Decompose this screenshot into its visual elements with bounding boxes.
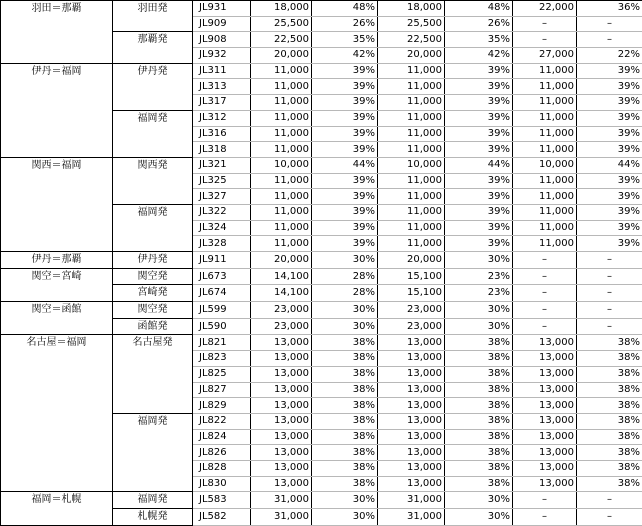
- fare-1-cell: 13,000: [251, 413, 312, 429]
- rate-2-cell: 39%: [445, 236, 513, 252]
- rate-2-cell: 48%: [445, 1, 513, 17]
- fare-3-cell: 13,000: [513, 476, 577, 492]
- rate-3-cell: –: [577, 32, 642, 48]
- flight-number-cell: JL830: [193, 476, 251, 492]
- rate-2-cell: 38%: [445, 366, 513, 382]
- flight-number-cell: JL318: [193, 142, 251, 158]
- flight-number-cell: JL599: [193, 302, 251, 319]
- rate-3-cell: –: [577, 16, 642, 32]
- fare-3-cell: –: [513, 16, 577, 32]
- rate-2-cell: 30%: [445, 492, 513, 509]
- fare-3-cell: 11,000: [513, 95, 577, 111]
- rate-1-cell: 39%: [312, 79, 378, 95]
- fare-3-cell: 13,000: [513, 413, 577, 429]
- rate-3-cell: 39%: [577, 79, 642, 95]
- fare-3-cell: 13,000: [513, 460, 577, 476]
- rate-2-cell: 39%: [445, 79, 513, 95]
- flight-number-cell: JL909: [193, 16, 251, 32]
- departure-cell: 福岡発: [113, 492, 193, 509]
- departure-cell: 関西発: [113, 157, 193, 204]
- rate-2-cell: 38%: [445, 351, 513, 367]
- fare-2-cell: 31,000: [378, 509, 445, 526]
- fare-3-cell: 27,000: [513, 48, 577, 64]
- rate-1-cell: 38%: [312, 398, 378, 414]
- rate-1-cell: 38%: [312, 476, 378, 492]
- fare-2-cell: 11,000: [378, 204, 445, 220]
- fare-1-cell: 10,000: [251, 157, 312, 173]
- flight-number-cell: JL828: [193, 460, 251, 476]
- fare-1-cell: 11,000: [251, 236, 312, 252]
- rate-2-cell: 38%: [445, 413, 513, 429]
- fare-3-cell: 13,000: [513, 351, 577, 367]
- fare-2-cell: 23,000: [378, 318, 445, 335]
- flight-number-cell: JL932: [193, 48, 251, 64]
- rate-2-cell: 35%: [445, 32, 513, 48]
- fare-3-cell: 13,000: [513, 335, 577, 351]
- fare-1-cell: 11,000: [251, 189, 312, 205]
- table-row: [1, 63, 642, 79]
- fare-3-cell: 13,000: [513, 366, 577, 382]
- rate-2-cell: 30%: [445, 302, 513, 319]
- rate-1-cell: 39%: [312, 142, 378, 158]
- rate-2-cell: 26%: [445, 16, 513, 32]
- flight-number-cell: JL824: [193, 429, 251, 445]
- fare-1-cell: 11,000: [251, 220, 312, 236]
- rate-1-cell: 28%: [312, 268, 378, 285]
- fare-1-cell: 31,000: [251, 509, 312, 526]
- rate-3-cell: –: [577, 252, 642, 269]
- rate-1-cell: 42%: [312, 48, 378, 64]
- fare-2-cell: 31,000: [378, 492, 445, 509]
- fare-2-cell: 11,000: [378, 63, 445, 79]
- rate-3-cell: 39%: [577, 110, 642, 126]
- fare-3-cell: –: [513, 509, 577, 526]
- fare-1-cell: 25,500: [251, 16, 312, 32]
- fare-3-cell: 11,000: [513, 110, 577, 126]
- table-row: [1, 302, 642, 319]
- rate-2-cell: 42%: [445, 48, 513, 64]
- rate-3-cell: 38%: [577, 351, 642, 367]
- rate-1-cell: 39%: [312, 220, 378, 236]
- fare-1-cell: 13,000: [251, 335, 312, 351]
- flight-number-cell: JL582: [193, 509, 251, 526]
- rate-1-cell: 28%: [312, 285, 378, 302]
- rate-2-cell: 39%: [445, 63, 513, 79]
- fare-2-cell: 13,000: [378, 445, 445, 461]
- table-row: [1, 492, 642, 509]
- flight-number-cell: JL825: [193, 366, 251, 382]
- rate-1-cell: 39%: [312, 204, 378, 220]
- table-row: [1, 335, 642, 351]
- departure-cell: 福岡発: [113, 413, 193, 491]
- fare-1-cell: 13,000: [251, 382, 312, 398]
- departure-cell: 伊丹発: [113, 63, 193, 110]
- flight-number-cell: JL317: [193, 95, 251, 111]
- rate-1-cell: 30%: [312, 302, 378, 319]
- flight-number-cell: JL674: [193, 285, 251, 302]
- rate-1-cell: 48%: [312, 1, 378, 17]
- rate-1-cell: 39%: [312, 189, 378, 205]
- fare-3-cell: –: [513, 32, 577, 48]
- fare-1-cell: 11,000: [251, 79, 312, 95]
- departure-cell: 函館発: [113, 318, 193, 335]
- fare-1-cell: 13,000: [251, 445, 312, 461]
- rate-2-cell: 38%: [445, 476, 513, 492]
- rate-2-cell: 30%: [445, 509, 513, 526]
- flight-number-cell: JL311: [193, 63, 251, 79]
- fare-3-cell: 11,000: [513, 236, 577, 252]
- route-cell: 関西＝福岡: [1, 157, 113, 251]
- rate-3-cell: –: [577, 268, 642, 285]
- fare-2-cell: 25,500: [378, 16, 445, 32]
- fare-1-cell: 13,000: [251, 460, 312, 476]
- flight-number-cell: JL827: [193, 382, 251, 398]
- fare-3-cell: –: [513, 268, 577, 285]
- rate-3-cell: –: [577, 302, 642, 319]
- rate-3-cell: 38%: [577, 366, 642, 382]
- fare-2-cell: 22,500: [378, 32, 445, 48]
- rate-3-cell: 39%: [577, 220, 642, 236]
- fare-3-cell: 11,000: [513, 173, 577, 189]
- rate-1-cell: 38%: [312, 366, 378, 382]
- fare-2-cell: 11,000: [378, 236, 445, 252]
- fare-1-cell: 11,000: [251, 95, 312, 111]
- fare-table-body: [1, 1, 642, 526]
- rate-3-cell: 39%: [577, 63, 642, 79]
- rate-3-cell: 38%: [577, 445, 642, 461]
- flight-number-cell: JL908: [193, 32, 251, 48]
- flight-number-cell: JL673: [193, 268, 251, 285]
- rate-3-cell: 38%: [577, 460, 642, 476]
- rate-3-cell: 38%: [577, 429, 642, 445]
- rate-1-cell: 38%: [312, 460, 378, 476]
- fare-3-cell: –: [513, 252, 577, 269]
- fare-2-cell: 13,000: [378, 382, 445, 398]
- rate-2-cell: 39%: [445, 204, 513, 220]
- fare-3-cell: –: [513, 492, 577, 509]
- fare-2-cell: 20,000: [378, 252, 445, 269]
- route-cell: 関空＝函館: [1, 302, 113, 335]
- fare-1-cell: 11,000: [251, 204, 312, 220]
- route-cell: 名古屋＝福岡: [1, 335, 113, 492]
- fare-1-cell: 11,000: [251, 126, 312, 142]
- rate-2-cell: 38%: [445, 335, 513, 351]
- fare-3-cell: 11,000: [513, 189, 577, 205]
- rate-3-cell: 39%: [577, 173, 642, 189]
- fare-3-cell: 11,000: [513, 142, 577, 158]
- fare-2-cell: 11,000: [378, 220, 445, 236]
- rate-1-cell: 38%: [312, 413, 378, 429]
- rate-2-cell: 38%: [445, 398, 513, 414]
- departure-cell: 福岡発: [113, 204, 193, 251]
- rate-3-cell: –: [577, 285, 642, 302]
- rate-1-cell: 39%: [312, 63, 378, 79]
- fare-1-cell: 23,000: [251, 302, 312, 319]
- rate-3-cell: 38%: [577, 382, 642, 398]
- rate-1-cell: 30%: [312, 492, 378, 509]
- flight-number-cell: JL327: [193, 189, 251, 205]
- rate-3-cell: 38%: [577, 335, 642, 351]
- rate-3-cell: –: [577, 492, 642, 509]
- fare-1-cell: 13,000: [251, 398, 312, 414]
- flight-number-cell: JL312: [193, 110, 251, 126]
- flight-number-cell: JL321: [193, 157, 251, 173]
- departure-cell: 福岡発: [113, 110, 193, 157]
- fare-1-cell: 11,000: [251, 63, 312, 79]
- fare-2-cell: 11,000: [378, 110, 445, 126]
- rate-1-cell: 38%: [312, 351, 378, 367]
- rate-2-cell: 38%: [445, 429, 513, 445]
- fare-1-cell: 13,000: [251, 429, 312, 445]
- flight-number-cell: JL316: [193, 126, 251, 142]
- rate-2-cell: 39%: [445, 220, 513, 236]
- rate-1-cell: 38%: [312, 429, 378, 445]
- fare-2-cell: 11,000: [378, 95, 445, 111]
- fare-2-cell: 15,100: [378, 285, 445, 302]
- rate-3-cell: 39%: [577, 189, 642, 205]
- table-row: [1, 268, 642, 285]
- flight-number-cell: JL829: [193, 398, 251, 414]
- flight-number-cell: JL328: [193, 236, 251, 252]
- flight-number-cell: JL325: [193, 173, 251, 189]
- fare-1-cell: 11,000: [251, 173, 312, 189]
- fare-3-cell: 11,000: [513, 63, 577, 79]
- table-row: [1, 252, 642, 269]
- rate-2-cell: 39%: [445, 142, 513, 158]
- rate-2-cell: 44%: [445, 157, 513, 173]
- rate-2-cell: 39%: [445, 95, 513, 111]
- departure-cell: 那覇発: [113, 32, 193, 63]
- fare-1-cell: 13,000: [251, 351, 312, 367]
- fare-3-cell: –: [513, 285, 577, 302]
- fare-2-cell: 20,000: [378, 48, 445, 64]
- fare-2-cell: 18,000: [378, 1, 445, 17]
- fare-1-cell: 23,000: [251, 318, 312, 335]
- flight-number-cell: JL911: [193, 252, 251, 269]
- flight-number-cell: JL822: [193, 413, 251, 429]
- flight-number-cell: JL324: [193, 220, 251, 236]
- fare-3-cell: 22,000: [513, 1, 577, 17]
- fare-3-cell: 11,000: [513, 126, 577, 142]
- fare-2-cell: 11,000: [378, 79, 445, 95]
- rate-1-cell: 30%: [312, 318, 378, 335]
- fare-1-cell: 13,000: [251, 366, 312, 382]
- rate-1-cell: 26%: [312, 16, 378, 32]
- fare-1-cell: 18,000: [251, 1, 312, 17]
- fare-3-cell: 11,000: [513, 204, 577, 220]
- fare-3-cell: –: [513, 318, 577, 335]
- rate-1-cell: 38%: [312, 335, 378, 351]
- rate-2-cell: 39%: [445, 189, 513, 205]
- rate-3-cell: 44%: [577, 157, 642, 173]
- fare-2-cell: 13,000: [378, 351, 445, 367]
- fare-2-cell: 11,000: [378, 189, 445, 205]
- rate-3-cell: 22%: [577, 48, 642, 64]
- rate-1-cell: 30%: [312, 509, 378, 526]
- flight-number-cell: JL826: [193, 445, 251, 461]
- fare-1-cell: 31,000: [251, 492, 312, 509]
- rate-3-cell: 38%: [577, 413, 642, 429]
- rate-3-cell: 38%: [577, 476, 642, 492]
- fare-3-cell: 13,000: [513, 382, 577, 398]
- fare-1-cell: 11,000: [251, 142, 312, 158]
- rate-3-cell: 39%: [577, 95, 642, 111]
- fare-1-cell: 22,500: [251, 32, 312, 48]
- fare-1-cell: 13,000: [251, 476, 312, 492]
- departure-cell: 宮崎発: [113, 285, 193, 302]
- rate-3-cell: –: [577, 318, 642, 335]
- rate-1-cell: 39%: [312, 236, 378, 252]
- route-cell: 羽田＝那覇: [1, 1, 113, 64]
- fare-2-cell: 11,000: [378, 173, 445, 189]
- departure-cell: 羽田発: [113, 1, 193, 32]
- rate-3-cell: 39%: [577, 236, 642, 252]
- fare-3-cell: 13,000: [513, 445, 577, 461]
- departure-cell: 関空発: [113, 302, 193, 319]
- rate-2-cell: 39%: [445, 126, 513, 142]
- fare-3-cell: 11,000: [513, 79, 577, 95]
- route-cell: 福岡＝札幌: [1, 492, 113, 525]
- rate-3-cell: –: [577, 509, 642, 526]
- fare-2-cell: 13,000: [378, 366, 445, 382]
- flight-number-cell: JL823: [193, 351, 251, 367]
- rate-2-cell: 30%: [445, 318, 513, 335]
- rate-1-cell: 39%: [312, 126, 378, 142]
- rate-2-cell: 23%: [445, 268, 513, 285]
- rate-2-cell: 38%: [445, 445, 513, 461]
- fare-3-cell: 10,000: [513, 157, 577, 173]
- fare-1-cell: 20,000: [251, 252, 312, 269]
- rate-3-cell: 39%: [577, 204, 642, 220]
- fare-2-cell: 11,000: [378, 126, 445, 142]
- fare-1-cell: 14,100: [251, 268, 312, 285]
- rate-2-cell: 39%: [445, 110, 513, 126]
- flight-number-cell: JL322: [193, 204, 251, 220]
- rate-1-cell: 39%: [312, 110, 378, 126]
- route-cell: 関空＝宮崎: [1, 268, 113, 301]
- departure-cell: 札幌発: [113, 509, 193, 526]
- rate-2-cell: 38%: [445, 460, 513, 476]
- fare-3-cell: 13,000: [513, 429, 577, 445]
- fare-2-cell: 13,000: [378, 413, 445, 429]
- rate-1-cell: 35%: [312, 32, 378, 48]
- departure-cell: 伊丹発: [113, 252, 193, 269]
- flight-number-cell: JL590: [193, 318, 251, 335]
- rate-2-cell: 39%: [445, 173, 513, 189]
- fare-2-cell: 13,000: [378, 476, 445, 492]
- rate-2-cell: 30%: [445, 252, 513, 269]
- route-cell: 伊丹＝那覇: [1, 252, 113, 269]
- rate-2-cell: 38%: [445, 382, 513, 398]
- rate-3-cell: 39%: [577, 126, 642, 142]
- departure-cell: 名古屋発: [113, 335, 193, 413]
- fare-3-cell: 11,000: [513, 220, 577, 236]
- table-row: [1, 1, 642, 17]
- table-row: [1, 157, 642, 173]
- rate-1-cell: 39%: [312, 95, 378, 111]
- departure-cell: 関空発: [113, 268, 193, 285]
- fare-2-cell: 11,000: [378, 142, 445, 158]
- fare-3-cell: –: [513, 302, 577, 319]
- fare-2-cell: 15,100: [378, 268, 445, 285]
- rate-1-cell: 38%: [312, 382, 378, 398]
- flight-number-cell: JL583: [193, 492, 251, 509]
- fare-3-cell: 13,000: [513, 398, 577, 414]
- route-cell: 伊丹＝福岡: [1, 63, 113, 157]
- rate-3-cell: 38%: [577, 398, 642, 414]
- fare-2-cell: 13,000: [378, 398, 445, 414]
- fare-2-cell: 13,000: [378, 460, 445, 476]
- fare-2-cell: 23,000: [378, 302, 445, 319]
- fare-2-cell: 13,000: [378, 335, 445, 351]
- flight-number-cell: JL931: [193, 1, 251, 17]
- rate-2-cell: 23%: [445, 285, 513, 302]
- fare-1-cell: 11,000: [251, 110, 312, 126]
- rate-1-cell: 44%: [312, 157, 378, 173]
- fare-1-cell: 14,100: [251, 285, 312, 302]
- rate-1-cell: 38%: [312, 445, 378, 461]
- fare-2-cell: 13,000: [378, 429, 445, 445]
- rate-1-cell: 30%: [312, 252, 378, 269]
- flight-number-cell: JL821: [193, 335, 251, 351]
- fare-2-cell: 10,000: [378, 157, 445, 173]
- fare-1-cell: 20,000: [251, 48, 312, 64]
- rate-1-cell: 39%: [312, 173, 378, 189]
- rate-3-cell: 36%: [577, 1, 642, 17]
- flight-number-cell: JL313: [193, 79, 251, 95]
- rate-3-cell: 39%: [577, 142, 642, 158]
